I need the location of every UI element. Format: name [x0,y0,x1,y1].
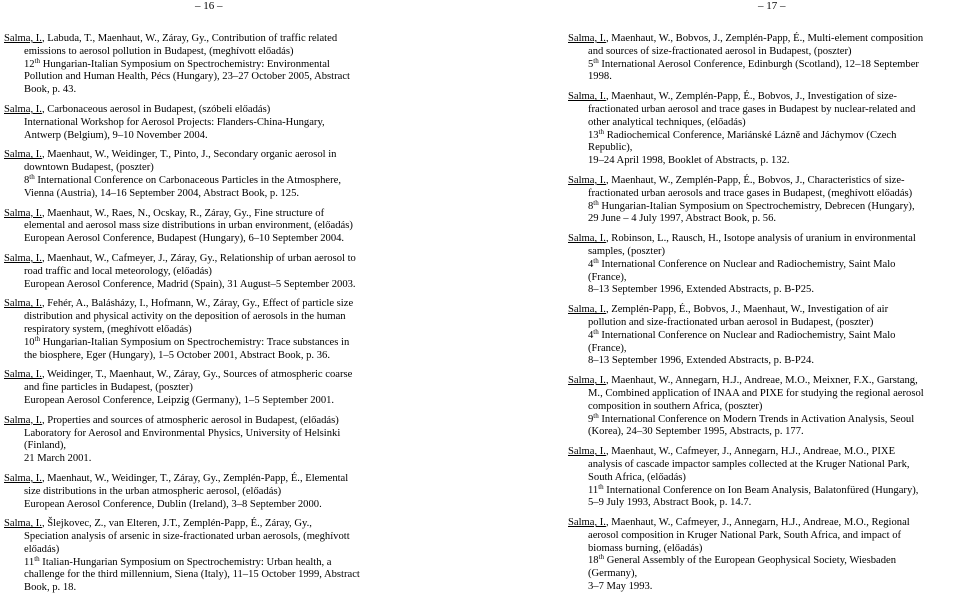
entry-line: Book, p. 18. [24,582,77,594]
entry-first-line: Salma, I., Fehér, A., Balásházy, I., Hofmann, W., Záray, Gy., Effect of particle size [4,298,354,310]
entry-line: biomass burning, (előadás) [588,542,703,554]
entry-line: International Workshop for Aerosol Projects: Flanders-China-Hungary, [24,116,325,128]
entry-line: (France), [588,271,627,283]
entry-line: the biosphere, Eger (Hungary), 1–5 October 2001, Abstract Book, p. 36. [24,349,330,361]
entry-line: 8th International Conference on Carbonaceous Particles in the Atmosphere, [24,172,341,186]
entry-line: 1998. [588,71,612,83]
entry-line: M., Combined application of INAA and PIXE for studying the regional aerosol [588,387,924,399]
entry-line: 5th International Aerosol Conference, Edinburgh (Scotland), 12–18 September [588,56,919,70]
entry-first-line: Salma, I., Labuda, T., Maenhaut, W., Záray, Gy., Contribution of traffic related [4,33,338,44]
author-name: Salma, I. [568,517,606,529]
entry-line: Antwerp (Belgium), 9–10 November 2004. [24,129,208,141]
left-column-publication-list [4,33,396,602]
author-name: Salma, I. [568,174,606,186]
entry-line: (Germany), [588,568,638,580]
entry-line: (Korea), 24–30 September 1995, Abstracts, p. 177. [588,426,804,438]
publication-entry [4,473,396,511]
publication-entry [4,298,396,362]
entry-line: 21 March 2001. [24,453,92,465]
entry-line: pollution and size-fractionated urban aerosol in Budapest, (poszter) [588,316,874,328]
publication-entry [4,208,396,246]
entry-first-line: Salma, I., Zemplén-Papp, É., Bobvos, J., Maenhaut, W., Investigation of air [568,304,889,316]
entry-line: 11th Italian-Hungarian Symposium on Spectrochemistry: Urban health, a [24,554,332,568]
page-number-left: – 16 – [195,0,223,12]
publication-entry [4,415,396,466]
entry-line: (Finland), [24,440,67,452]
entry-first-line: Salma, I., Maenhaut, W., Zemplén-Papp, É., Bobvos, J., Investigation of size- [568,91,897,103]
entry-line: (France), [588,342,627,354]
entry-line: 12th Hungarian-Italian Symposium on Spectrochemistry: Environmental [24,56,330,70]
author-name: Salma, I. [4,369,42,381]
publication-entry [568,233,960,297]
page-number-right: – 17 – [758,0,786,12]
entry-line: European Aerosol Conference, Madrid (Spain), 31 August–5 September 2003. [24,278,356,290]
entry-first-line: Salma, I., Maenhaut, W., Weidinger, T., Záray, Gy., Zemplén-Papp, É., Elemental [4,472,349,484]
entry-line: előadás) [24,543,60,555]
entry-line: elemental and aerosol mass size distributions in urban environment, (előadás) [24,220,353,232]
author-name: Salma, I. [568,446,606,458]
entry-line: downtown Budapest, (poszter) [24,162,154,174]
entry-line: samples, (poszter) [588,245,666,257]
author-name: Salma, I. [568,375,606,387]
entry-first-line: Salma, I., Robinson, L., Rausch, H., Isotope analysis of uranium in environmental [568,233,916,245]
entry-line: 4th International Conference on Nuclear and Radiochemistry, Saint Malo [588,327,896,341]
author-name: Salma, I. [4,472,42,484]
author-name: Salma, I. [4,414,42,426]
entry-line: 8th Hungarian-Italian Symposium on Spectrochemistry, Debrecen (Hungary), [588,198,915,212]
author-name: Salma, I. [4,252,42,264]
author-name: Salma, I. [568,233,606,245]
entry-line: 10th Hungarian-Italian Symposium on Spectrochemistry: Trace substances in [24,334,350,348]
entry-line: 11th International Conference on Ion Beam Analysis, Balatonfüred (Hungary), [588,482,919,496]
entry-first-line: Salma, I., Maenhaut, W., Cafmeyer, J., Annegarn, H.J., Andreae, M.O., Regional [568,517,910,529]
entry-line: Book, p. 43. [24,84,77,96]
entry-line: 9th International Conference on Modern Trends in Activation Analysis, Seoul [588,411,915,425]
entry-line: Pollution and Human Health, Pécs (Hungary), 23–27 October 2005, Abstract [24,71,350,83]
publication-entry [568,517,960,594]
author-name: Salma, I. [4,298,42,310]
entry-line: European Aerosol Conference, Budapest (Hungary), 6–10 September 2004. [24,233,345,245]
entry-line: 29 June – 4 July 1997, Abstract Book, p. 56. [588,213,777,225]
entry-first-line: Salma, I., Maenhaut, W., Bobvos, J., Zemplén-Papp, É., Multi-element composition [568,33,924,44]
entry-line: European Aerosol Conference, Leipzig (Germany), 1–5 September 2001. [24,394,335,406]
entry-first-line: Salma, I., Maenhaut, W., Cafmeyer, J., Annegarn, H.J., Andreae, M.O., PIXE [568,446,896,458]
entry-line: 3–7 May 1993. [588,581,653,593]
entry-line: respiratory system, (meghívott előadás) [24,323,192,335]
entry-first-line: Salma, I., Properties and sources of atmospheric aerosol in Budapest, (előadás) [4,414,339,426]
author-name: Salma, I. [4,207,42,219]
publication-entry [568,304,960,368]
entry-line: 13th Radiochemical Conference, Mariánské Lázně and Jáchymov (Czech [588,127,897,141]
entry-line: composition in southern Africa, (poszter) [588,400,763,412]
publication-entry [4,149,396,200]
entry-first-line: Salma, I., Weidinger, T., Maenhaut, W., Záray, Gy., Sources of atmospheric coarse [4,369,353,381]
publication-entry [4,518,396,595]
entry-first-line: Salma, I., Maenhaut, W., Cafmeyer, J., Záray, Gy., Relationship of urban aerosol to [4,252,356,264]
author-name: Salma, I. [568,91,606,103]
author-name: Salma, I. [4,103,42,115]
publication-entry [568,91,960,168]
entry-line: 4th International Conference on Nuclear and Radiochemistry, Saint Malo [588,256,896,270]
entry-line: European Aerosol Conference, Dublin (Ireland), 3–8 September 2000. [24,498,322,510]
entry-line: 8–13 September 1996, Extended Abstracts, p. B-P24. [588,355,814,367]
entry-first-line: Salma, I., Carbonaceous aerosol in Budapest, (szóbeli előadás) [4,103,271,115]
entry-first-line: Salma, I., Maenhaut, W., Weidinger, T., Pinto, J., Secondary organic aerosol in [4,149,337,161]
entry-line: fractionated urban aerosols and trace gases in Budapest, (meghívott előadás) [588,187,913,199]
entry-line: road traffic and local meteorology, (előadás) [24,265,212,277]
publication-entry [568,375,960,439]
entry-line: aerosol composition in Kruger National Park, South Africa, and impact of [588,529,902,541]
entry-line: Laboratory for Aerosol and Environmental Physics, University of Helsinki [24,427,341,439]
publication-entry [4,253,396,291]
publication-entry [568,446,960,510]
entry-line: Speciation analysis of arsenic in size-fractionated urban aerosols, (meghívott [24,531,350,543]
entry-first-line: Salma, I., Šlejkovec, Z., van Elteren, J.T., Zemplén-Papp, É., Záray, Gy., [4,518,312,530]
author-name: Salma, I. [568,304,606,316]
publication-entry [568,175,960,226]
author-name: Salma, I. [4,33,42,44]
entry-line: challenge for the third millennium, Siena (Italy), 11–15 October 1999, Abstract [24,569,360,581]
entry-line: size distributions in the urban atmospheric aerosol, (előadás) [24,485,282,497]
entry-line: Vienna (Austria), 14–16 September 2004, Abstract Book, p. 125. [24,187,300,199]
entry-line: emissions to aerosol pollution in Budapest, (meghívott előadás) [24,45,294,57]
publication-entry [4,33,396,97]
author-name: Salma, I. [4,518,42,530]
entry-line: distribution and physical activity on the deposition of aerosols in the human [24,311,346,323]
publication-entry [568,33,960,84]
entry-first-line: Salma, I., Maenhaut, W., Zemplén-Papp, É., Bobvos, J., Characteristics of size- [568,174,905,186]
entry-line: 18th General Assembly of the European Geophysical Society, Wiesbaden [588,553,897,567]
right-column-publication-list [568,33,960,601]
publication-entry [4,369,396,407]
entry-first-line: Salma, I., Maenhaut, W., Raes, N., Ocskay, R., Záray, Gy., Fine structure of [4,207,325,219]
publication-entry [4,104,396,142]
author-name: Salma, I. [4,149,42,161]
author-name: Salma, I. [568,33,606,44]
entry-line: 8–13 September 1996, Extended Abstracts, p. B-P25. [588,284,814,296]
entry-line: 19–24 April 1998, Booklet of Abstracts, p. 132. [588,155,790,167]
entry-line: analysis of cascade impactor samples collected at the Kruger National Park, [588,458,910,470]
entry-line: 5–9 July 1993, Abstract Book, p. 14.7. [588,497,752,509]
entry-line: fractionated urban aerosol and trace gases in Budapest by nuclear-related and [588,103,916,115]
entry-line: other analytical techniques, (előadás) [588,116,746,128]
entry-line: and sources of size-fractionated aerosol in Budapest, (poszter) [588,45,852,57]
entry-line: and fine particles in Budapest, (poszter) [24,382,193,394]
entry-first-line: Salma, I., Maenhaut, W., Annegarn, H.J., Andreae, M.O., Meixner, F.X., Garstang, [568,375,918,387]
entry-line: Republic), [588,142,633,154]
entry-line: South Africa, (előadás) [588,471,686,483]
